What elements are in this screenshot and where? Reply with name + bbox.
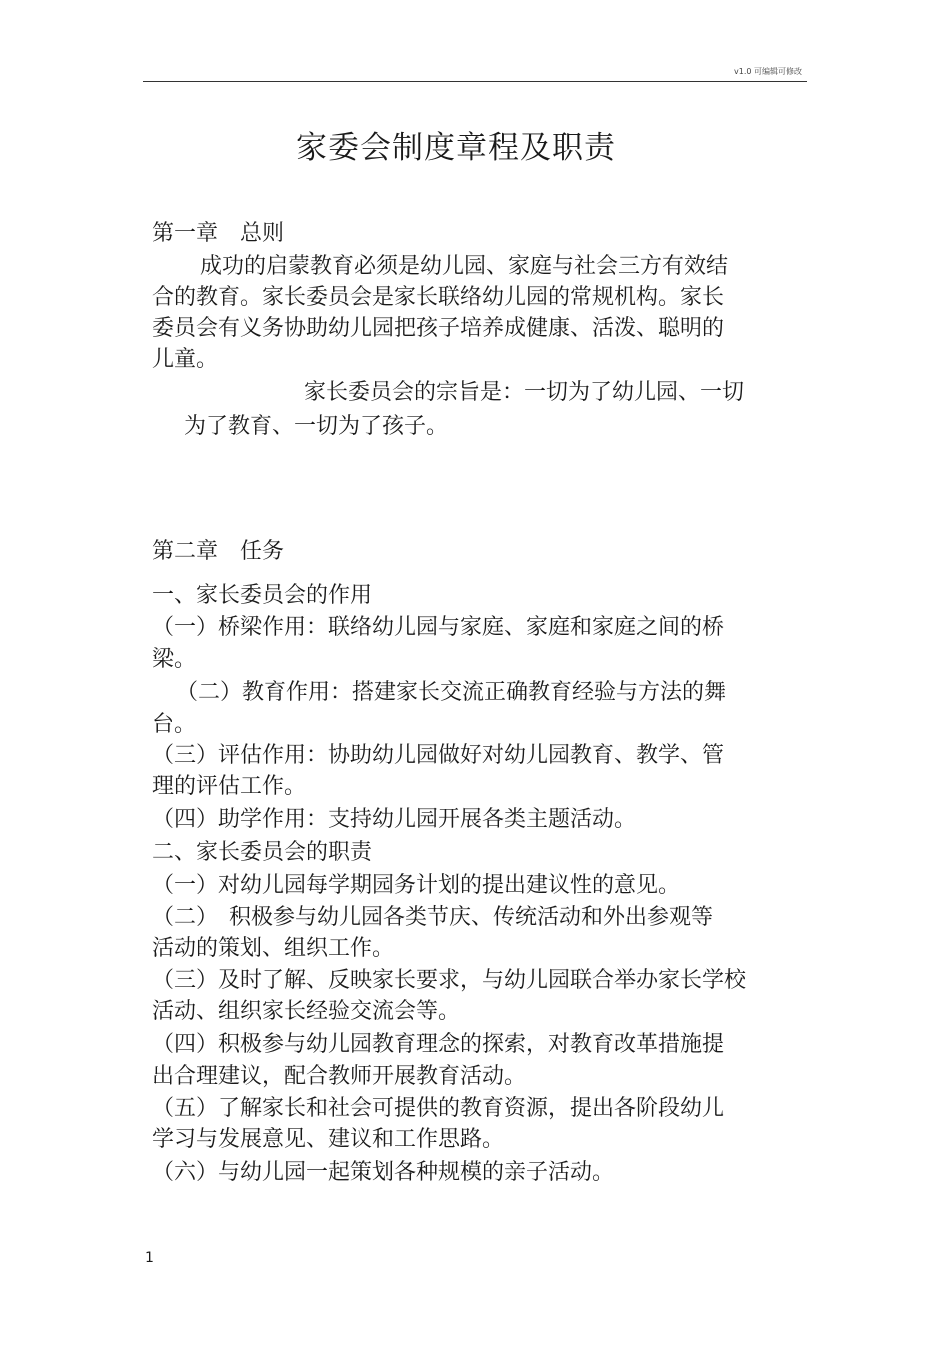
- section1-item4-line1: （四）助学作用：支持幼儿园开展各类主题活动。: [152, 807, 637, 832]
- section1-item3-line2: 理的评估工作。: [152, 774, 307, 799]
- page-number: 1: [145, 1250, 154, 1266]
- section2-item5-line2: 学习与发展意见、建议和工作思路。: [152, 1127, 505, 1152]
- section2-item3-line2: 活动、组织家长经验交流会等。: [152, 999, 461, 1024]
- section1-item1-line2: 梁。: [152, 647, 197, 672]
- section2-item4-line2: 出合理建议，配合教师开展教育活动。: [152, 1064, 527, 1089]
- section2-heading: 二、家长委员会的职责: [152, 840, 373, 865]
- section1-item1-line1: （一）桥梁作用：联络幼儿园与家庭、家庭和家庭之间的桥: [152, 615, 725, 640]
- chapter2-heading: 第二章 任务: [152, 539, 285, 564]
- chapter1-para1-line4: 儿童。: [152, 347, 219, 372]
- header-version-note: v1.0 可编辑可修改: [734, 67, 802, 76]
- section1-item2-line2: 台。: [152, 712, 197, 737]
- section2-item2-line1: （二） 积极参与幼儿园各类节庆、传统活动和外出参观等: [152, 905, 714, 930]
- header-divider: [143, 81, 807, 82]
- chapter1-para2-line1: 家长委员会的宗旨是：一切为了幼儿园、一切: [304, 380, 745, 405]
- section1-item2-line1: （二）教育作用：搭建家长交流正确教育经验与方法的舞: [176, 680, 727, 705]
- section2-item3-line1: （三）及时了解、反映家长要求，与幼儿园联合举办家长学校: [152, 968, 747, 993]
- section2-item5-line1: （五）了解家长和社会可提供的教育资源，提出各阶段幼儿: [152, 1096, 725, 1121]
- section1-heading: 一、家长委员会的作用: [152, 583, 373, 608]
- section2-item2-line2: 活动的策划、组织工作。: [152, 936, 395, 961]
- section2-item4-line1: （四）积极参与幼儿园教育理念的探索，对教育改革措施提: [152, 1032, 725, 1057]
- section1-item3-line1: （三）评估作用：协助幼儿园做好对幼儿园教育、教学、管: [152, 743, 725, 768]
- chapter1-para2-line2: 为了教育、一切为了孩子。: [184, 414, 449, 439]
- chapter1-para1-line3: 委员会有义务协助幼儿园把孩子培养成健康、活泼、聪明的: [152, 316, 725, 341]
- section2-item1-line1: （一）对幼儿园每学期园务计划的提出建议性的意见。: [152, 873, 681, 898]
- document-title: 家委会制度章程及职责: [296, 130, 616, 166]
- section2-item6-line1: （六）与幼儿园一起策划各种规模的亲子活动。: [152, 1160, 615, 1185]
- chapter1-heading: 第一章 总则: [152, 221, 285, 246]
- chapter1-para1-line2: 合的教育。家长委员会是家长联络幼儿园的常规机构。家长: [152, 285, 725, 310]
- chapter1-para1-line1: 成功的启蒙教育必须是幼儿园、家庭与社会三方有效结: [200, 254, 729, 279]
